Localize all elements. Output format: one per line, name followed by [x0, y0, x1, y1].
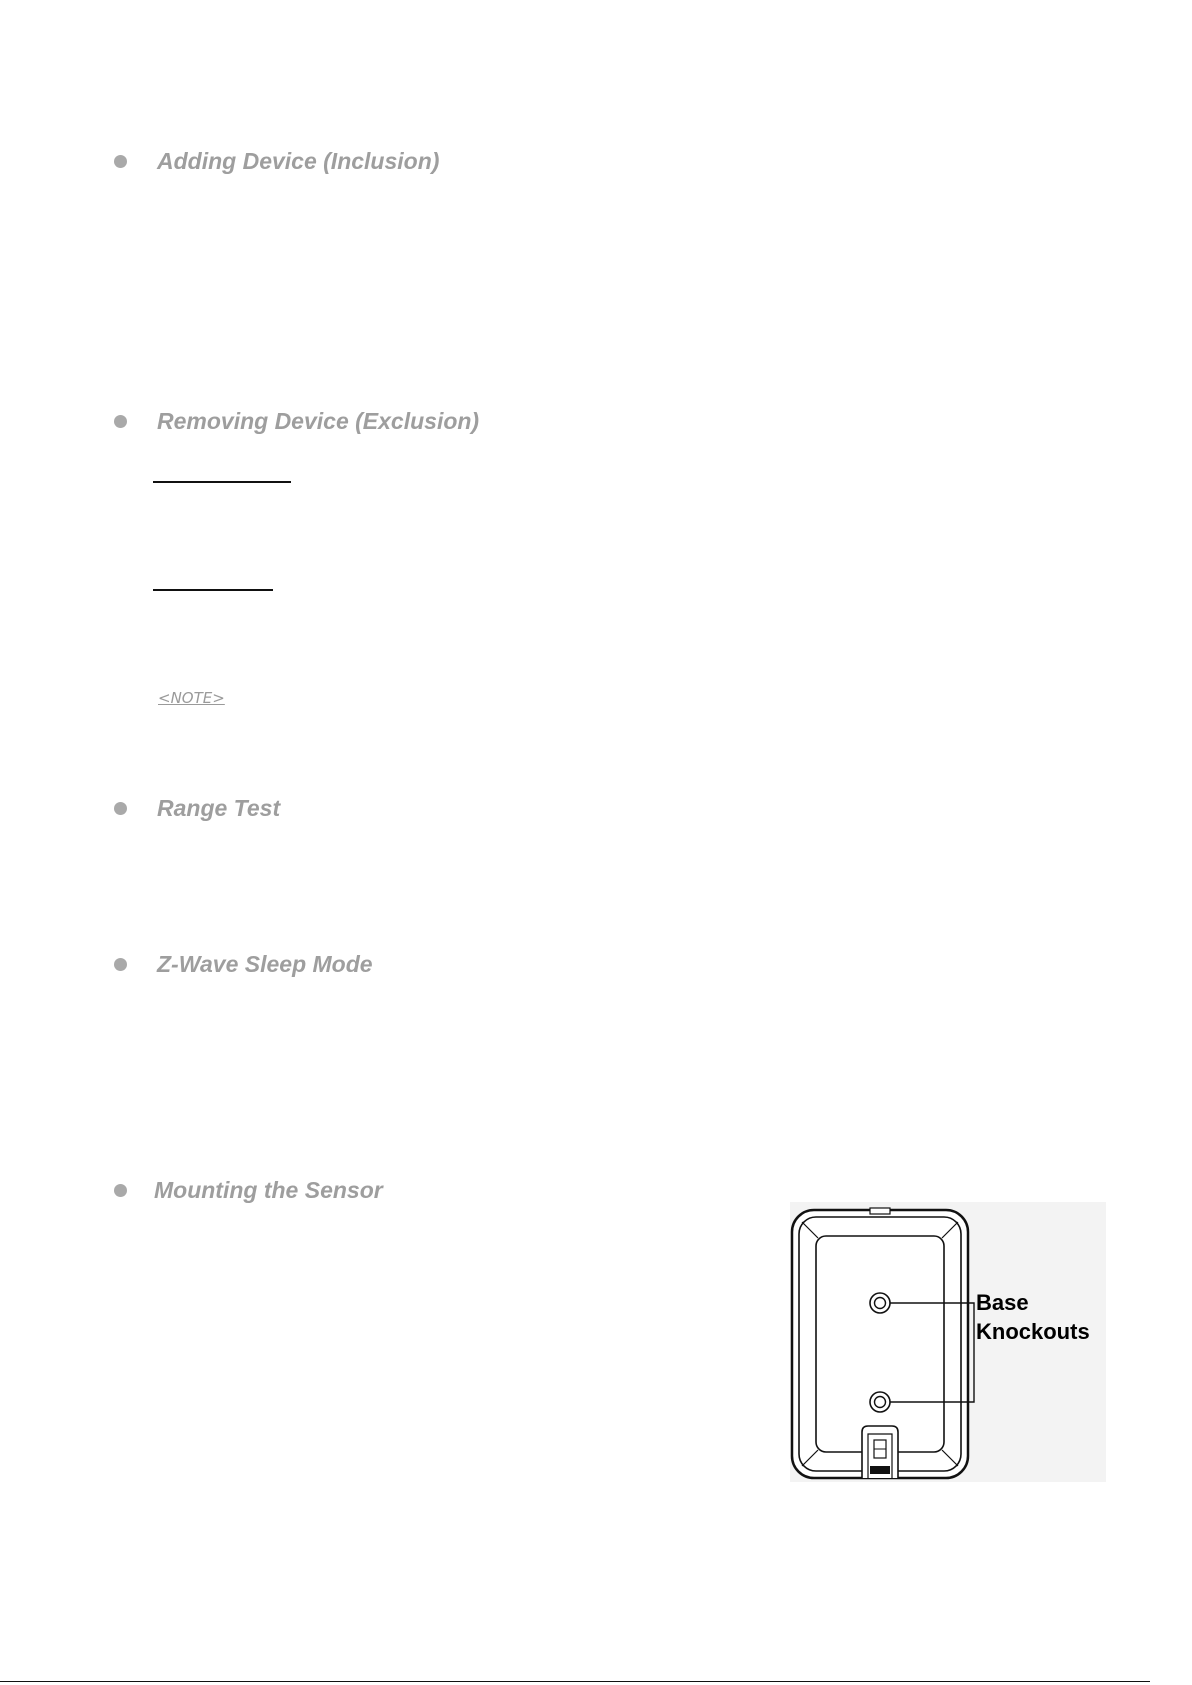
bullet-icon: [114, 1184, 127, 1197]
note-label: <NOTE>: [158, 689, 225, 707]
underline-mark-1: [153, 481, 291, 483]
footer-rule: [0, 1681, 1150, 1682]
callout-line-1: Base: [976, 1290, 1029, 1315]
top-notch: [870, 1208, 890, 1214]
section-heading-sleep-mode: [114, 948, 373, 980]
knockout-bottom-inner: [875, 1397, 886, 1408]
inner-plate: [816, 1236, 944, 1452]
heading-text: Adding Device (Inclusion): [157, 147, 440, 174]
bullet-icon: [114, 958, 127, 971]
section-heading-exclusion: [114, 405, 479, 437]
bullet-icon: [114, 415, 127, 428]
bullet-icon: [114, 155, 127, 168]
bullet-icon: [114, 802, 127, 815]
figure-callout: [976, 1288, 1090, 1346]
section-heading-range-test: [114, 792, 280, 824]
heading-text: Range Test: [157, 794, 281, 821]
heading-text: Z-Wave Sleep Mode: [157, 950, 373, 977]
section-heading-inclusion: [114, 145, 439, 177]
heading-text: Mounting the Sensor: [154, 1176, 383, 1203]
section-heading-mounting: [114, 1174, 383, 1206]
underline-mark-2: [153, 589, 273, 591]
tamper-tab: [870, 1466, 890, 1474]
knockout-top-inner: [875, 1298, 886, 1309]
heading-text: Removing Device (Exclusion): [157, 407, 480, 434]
callout-line-2: Knockouts: [976, 1319, 1090, 1344]
